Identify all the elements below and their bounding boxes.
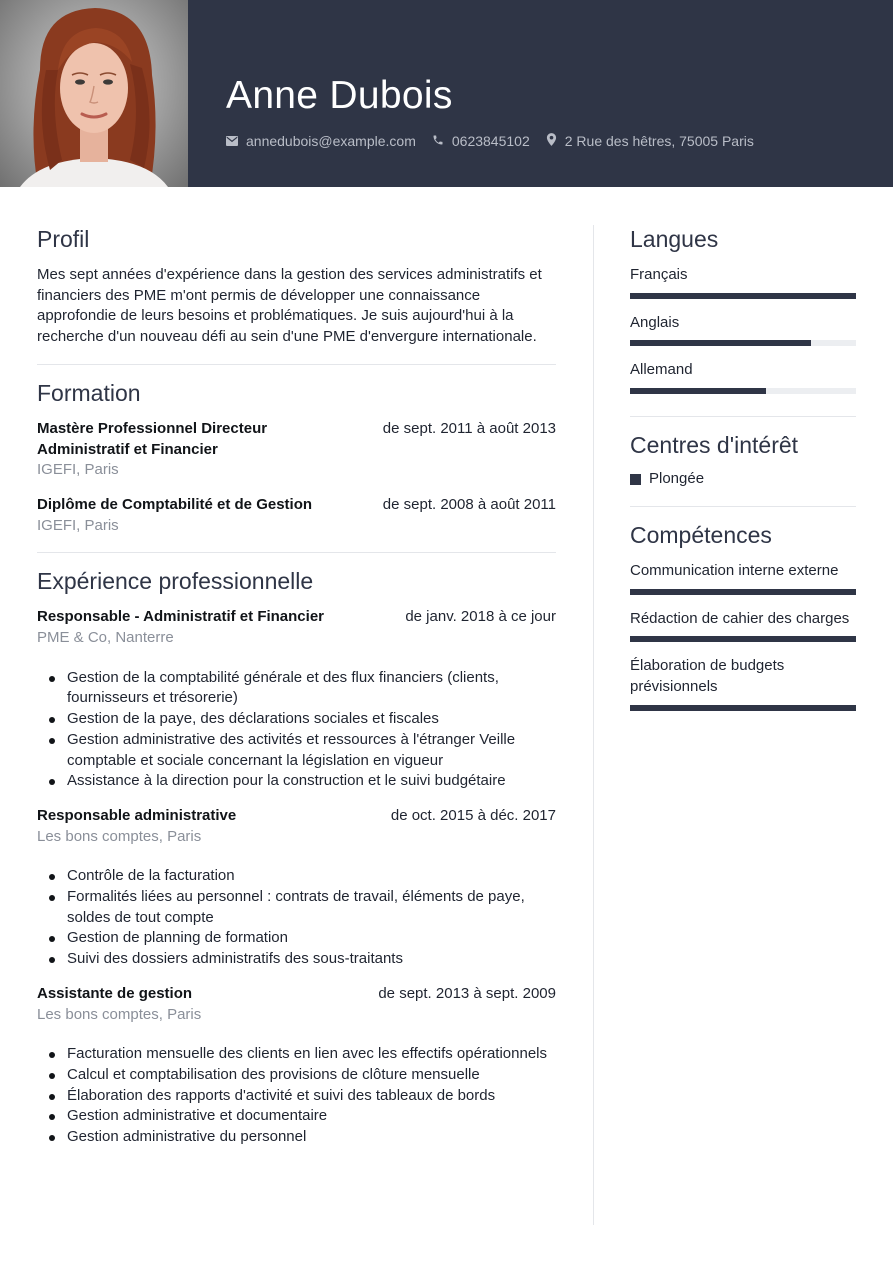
language-item	[630, 360, 856, 394]
header-banner	[0, 0, 893, 187]
language-bar-track	[630, 340, 856, 346]
formation-entry-place: IGEFI, Paris	[37, 461, 119, 479]
skill-bar-fill	[630, 589, 856, 595]
location-pin-icon	[546, 133, 565, 149]
experience-entry-place: Les bons comptes, Paris	[37, 827, 202, 845]
langues-title: Langues	[630, 226, 719, 252]
list-item: Gestion administrative et documentaire	[37, 1106, 556, 1127]
formation-title: Formation	[37, 379, 141, 406]
formation-entry	[37, 495, 556, 536]
profil-section	[37, 225, 556, 348]
main-column	[37, 225, 556, 1148]
language-label: Allemand	[630, 361, 693, 379]
skill-bar-track	[630, 636, 856, 642]
language-bar-track	[630, 293, 856, 299]
langues-section	[630, 225, 856, 394]
address-text: 2 Rue des hêtres, 75005 Paris	[564, 133, 754, 149]
skill-bar-track	[630, 705, 856, 711]
formation-entry-title: Diplôme de Comptabilité et de Gestion	[37, 495, 313, 513]
language-label: Anglais	[630, 313, 680, 331]
experience-entry	[37, 607, 556, 792]
list-item: Gestion administrative du personnel	[37, 1127, 556, 1148]
profil-text: Mes sept années d'expérience dans la gestion des services administratifs et financiers des PME m'ont permis de développer une connaissance approfondie de leurs besoins et problématiques. Je suis aujourd'hui à la recherche d'un nouveau défi au sein d'une PME d'envergure internationale.	[37, 266, 542, 346]
profil-title: Profil	[37, 226, 90, 252]
list-item: Gestion de la paye, des déclarations sociales et fiscales	[37, 709, 556, 730]
square-bullet-icon	[630, 474, 641, 485]
experience-bullets	[37, 668, 556, 792]
contact-phone	[432, 133, 530, 149]
experience-entry	[37, 806, 556, 970]
formation-entry-date: de sept. 2011 à août 2013	[382, 419, 556, 437]
list-item: Gestion administrative des activités et ressources à l'étranger Veille comptable et sociale concernant la législation en vigueur	[37, 730, 556, 771]
interets-title: Centres d'intérêt	[630, 432, 799, 459]
experience-entry-date: de oct. 2015 à déc. 2017	[390, 806, 556, 824]
experience-entry-date: de sept. 2013 à sept. 2009	[378, 984, 556, 1002]
column-divider	[593, 225, 594, 1225]
skill-item	[630, 656, 856, 710]
section-divider	[37, 552, 556, 553]
skill-label: Élaboration de budgets prévisionnels	[630, 657, 785, 695]
competences-section	[630, 521, 856, 711]
section-divider	[37, 364, 556, 365]
experience-title: Expérience professionnelle	[37, 568, 314, 595]
experience-entry-place: Les bons comptes, Paris	[37, 1005, 202, 1023]
skill-item	[630, 561, 856, 595]
experience-entry-title: Assistante de gestion	[37, 984, 193, 1002]
experience-entry-date: de janv. 2018 à ce jour	[405, 608, 556, 626]
skill-item	[630, 609, 856, 643]
experience-entry-place: PME & Co, Nanterre	[37, 629, 174, 647]
formation-entry	[37, 419, 556, 481]
formation-section	[37, 379, 556, 537]
skill-bar-track	[630, 589, 856, 595]
language-bar-track	[630, 388, 856, 394]
contact-email	[226, 133, 416, 149]
skill-label: Rédaction de cahier des charges	[630, 609, 850, 627]
skill-label: Communication interne externe	[630, 561, 839, 579]
experience-entry-title: Responsable administrative	[37, 806, 237, 824]
formation-entry-place: IGEFI, Paris	[37, 516, 119, 534]
language-item	[630, 313, 856, 347]
section-divider	[630, 506, 856, 507]
list-item: Gestion de la comptabilité générale et des flux financiers (clients, fournisseurs et trésorerie)	[37, 668, 556, 709]
interest-label: Plongée	[649, 470, 705, 488]
skill-bar-fill	[630, 636, 856, 642]
list-item: Assistance à la direction pour la construction et le suivi budgétaire	[37, 771, 556, 792]
list-item: Élaboration des rapports d'activité et suivi des tableaux de bords	[37, 1086, 556, 1107]
experience-section	[37, 567, 556, 1147]
formation-entry-date: de sept. 2008 à août 2011	[382, 495, 556, 513]
section-divider	[630, 416, 856, 417]
experience-bullets	[37, 866, 556, 970]
skill-bar-fill	[630, 705, 856, 711]
competences-title: Compétences	[630, 521, 772, 548]
list-item: Formalités liées au personnel : contrats de travail, éléments de paye, soldes de tout compte	[37, 887, 556, 928]
interest-item	[630, 469, 856, 490]
list-item: Facturation mensuelle des clients en lien avec les effectifs opérationnels	[37, 1044, 556, 1065]
language-bar-fill	[630, 293, 856, 299]
email-text[interactable]: annedubois@example.com	[246, 133, 416, 149]
experience-entry-title: Responsable - Administratif et Financier	[37, 608, 324, 626]
interets-section	[630, 431, 856, 490]
side-column	[630, 225, 856, 725]
list-item: Suivi des dossiers administratifs des sous-traitants	[37, 949, 556, 970]
phone-icon	[432, 133, 452, 149]
language-item	[630, 265, 856, 299]
contact-row	[226, 132, 770, 150]
language-bar-fill	[630, 340, 811, 346]
experience-bullets	[37, 1044, 556, 1148]
experience-entry	[37, 984, 556, 1148]
list-item: Calcul et comptabilisation des provisions de clôture mensuelle	[37, 1065, 556, 1086]
list-item: Contrôle de la facturation	[37, 866, 556, 887]
language-bar-fill	[630, 388, 766, 394]
formation-entry-title: Mastère Professionnel Directeur Administratif et Financier	[37, 419, 268, 458]
language-label: Français	[630, 266, 688, 283]
list-item: Gestion de planning de formation	[37, 928, 556, 949]
envelope-icon	[226, 133, 246, 149]
contact-address	[546, 133, 754, 149]
phone-text[interactable]: 0623845102	[451, 133, 530, 149]
profile-photo	[0, 0, 188, 187]
candidate-name: Anne Dubois	[226, 74, 453, 117]
